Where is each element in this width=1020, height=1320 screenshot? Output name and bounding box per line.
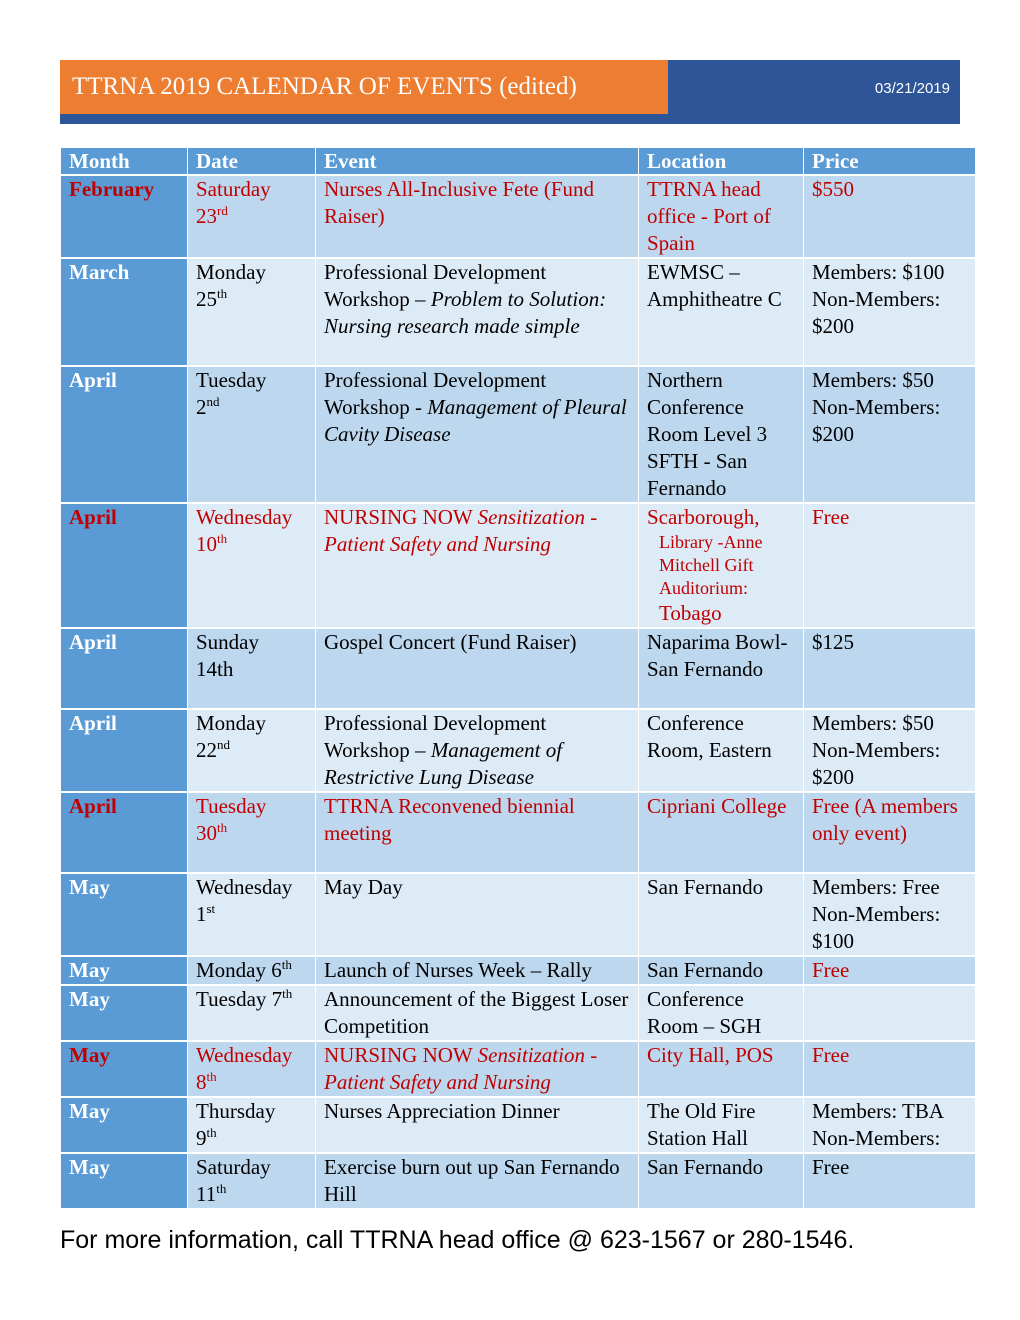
weekday: Sunday xyxy=(196,630,259,654)
location-cell: TTRNA head office - Port of Spain xyxy=(639,175,804,258)
day-suffix: th xyxy=(217,820,228,835)
weekday: Saturday xyxy=(196,177,271,201)
event-cell xyxy=(316,258,639,366)
event-cell xyxy=(316,175,639,258)
table-row xyxy=(61,258,976,366)
table-row xyxy=(61,792,976,873)
date-cell xyxy=(188,709,316,792)
month-cell: May xyxy=(61,1041,188,1097)
day-number: 22 xyxy=(196,738,217,762)
month-cell: May xyxy=(61,1097,188,1153)
day-suffix: th xyxy=(206,1069,217,1084)
location-cell: Naparima Bowl- San Fernando xyxy=(639,628,804,709)
month-cell: May xyxy=(61,956,188,985)
table-row xyxy=(61,503,976,628)
day-number: 14th xyxy=(196,657,234,681)
event-title: Sensitization - Patient Safety and Nursing xyxy=(324,505,598,556)
table-row xyxy=(61,628,976,709)
event-cell xyxy=(316,1153,639,1209)
location-cell: San Fernando xyxy=(639,873,804,956)
location-cell: San Fernando xyxy=(639,956,804,985)
price-cell: $550 xyxy=(804,175,976,258)
day-suffix: nd xyxy=(217,737,230,752)
event-text: Nurses All-Inclusive Fete (Fund Raiser) xyxy=(324,177,595,228)
month-cell: May xyxy=(61,1153,188,1209)
table-row xyxy=(61,1041,976,1097)
location-cell: The Old Fire Station Hall xyxy=(639,1097,804,1153)
table-row xyxy=(61,1153,976,1209)
column-header-event: Event xyxy=(316,148,639,175)
month-cell: April xyxy=(61,366,188,503)
day-number: 8 xyxy=(196,1070,207,1094)
event-cell xyxy=(316,1041,639,1097)
contact-info: For more information, call TTRNA head office @ 623-1567 or 280-1546. xyxy=(60,1226,855,1254)
month-cell: April xyxy=(61,792,188,873)
day-number: 9 xyxy=(196,1126,207,1150)
weekday: Thursday xyxy=(196,1099,276,1123)
price-cell: Free (A members only event) xyxy=(804,792,976,873)
day-number: 11 xyxy=(196,1182,217,1206)
event-text: NURSING NOW xyxy=(324,1043,478,1067)
date-cell xyxy=(188,956,316,985)
event-cell xyxy=(316,709,639,792)
day-suffix: th xyxy=(282,986,293,1001)
weekday: Monday xyxy=(196,260,266,284)
weekday: Tuesday xyxy=(196,368,267,392)
date-cell xyxy=(188,1153,316,1209)
day-number: 23 xyxy=(196,204,217,228)
event-cell xyxy=(316,1097,639,1153)
page-header xyxy=(60,60,960,124)
event-cell xyxy=(316,366,639,503)
date-cell xyxy=(188,985,316,1041)
location-island: Tobago xyxy=(659,601,722,625)
location-cell: Conference Room, Eastern xyxy=(639,709,804,792)
price-cell: Free xyxy=(804,1041,976,1097)
month-cell: February xyxy=(61,175,188,258)
event-text: Nurses Appreciation Dinner xyxy=(324,1099,560,1123)
month-cell: April xyxy=(61,628,188,709)
day-suffix: st xyxy=(206,901,216,916)
weekday: Tuesday xyxy=(196,987,267,1011)
date-cell xyxy=(188,792,316,873)
column-header-price: Price xyxy=(804,148,976,175)
document-title: TTRNA 2019 CALENDAR OF EVENTS (edited) xyxy=(60,60,668,114)
event-text: NURSING NOW xyxy=(324,505,478,529)
weekday: Monday xyxy=(196,711,266,735)
event-text: Launch of Nurses Week – Rally xyxy=(324,958,592,982)
event-title: Problem to Solution: Nursing research made simple xyxy=(324,287,607,338)
price-cell: Members: $50 Non-Members: $200 xyxy=(804,366,976,503)
weekday: Wednesday xyxy=(196,1043,293,1067)
month-cell: May xyxy=(61,873,188,956)
event-text: Professional Development Workshop – xyxy=(324,260,547,311)
weekday: Wednesday xyxy=(196,875,293,899)
price-cell: Members: $100 Non-Members: $200 xyxy=(804,258,976,366)
day-number: 2 xyxy=(196,395,207,419)
column-header-location: Location xyxy=(639,148,804,175)
location-cell: San Fernando xyxy=(639,1153,804,1209)
event-cell xyxy=(316,985,639,1041)
location-detail: Library -Anne Mitchell Gift Auditorium: xyxy=(659,532,763,598)
column-header-month: Month xyxy=(61,148,188,175)
location-cell: Cipriani College xyxy=(639,792,804,873)
day-suffix: th xyxy=(216,1181,227,1196)
date-cell xyxy=(188,503,316,628)
event-cell xyxy=(316,956,639,985)
event-title: Management of Pleural Cavity Disease xyxy=(324,395,627,446)
table-row xyxy=(61,709,976,792)
date-cell xyxy=(188,1041,316,1097)
day-suffix: nd xyxy=(206,394,220,409)
price-cell xyxy=(804,985,976,1041)
event-text: Professional Development Workshop - xyxy=(324,368,547,419)
document-date: 03/21/2019 xyxy=(668,60,960,114)
day-number: 25 xyxy=(196,287,217,311)
price-cell: Members: Free Non-Members: $100 xyxy=(804,873,976,956)
location-cell: City Hall, POS xyxy=(639,1041,804,1097)
table-row xyxy=(61,985,976,1041)
price-cell: Free xyxy=(804,1153,976,1209)
event-cell xyxy=(316,873,639,956)
weekday: Wednesday xyxy=(196,505,293,529)
date-cell xyxy=(188,628,316,709)
event-cell xyxy=(316,503,639,628)
price-cell: Free xyxy=(804,503,976,628)
month-cell: May xyxy=(61,985,188,1041)
event-cell xyxy=(316,792,639,873)
price-cell: Members: $50 Non-Members: $200 xyxy=(804,709,976,792)
location-cell: Conference Room – SGH xyxy=(639,985,804,1041)
month-cell: April xyxy=(61,503,188,628)
day-number: 30 xyxy=(196,821,217,845)
day-suffix: rd xyxy=(217,203,228,218)
table-row xyxy=(61,366,976,503)
table-row xyxy=(61,1097,976,1153)
day-suffix: th xyxy=(281,957,292,972)
event-text: May Day xyxy=(324,875,403,899)
event-text: Professional Development Workshop – xyxy=(324,711,547,762)
events-table xyxy=(60,148,976,1210)
date-cell xyxy=(188,175,316,258)
day-number: 6 xyxy=(271,958,282,982)
day-number: 1 xyxy=(196,902,207,926)
date-cell xyxy=(188,873,316,956)
date-cell xyxy=(188,1097,316,1153)
price-cell: Members: TBA Non-Members: xyxy=(804,1097,976,1153)
event-text: Announcement of the Biggest Loser Competition xyxy=(324,987,629,1038)
column-header-date: Date xyxy=(188,148,316,175)
weekday: Tuesday xyxy=(196,794,267,818)
location-cell: EWMSC – Amphitheatre C xyxy=(639,258,804,366)
table-row xyxy=(61,175,976,258)
month-cell: March xyxy=(61,258,188,366)
price-cell: $125 xyxy=(804,628,976,709)
event-title: Sensitization - Patient Safety and Nursing xyxy=(324,1043,598,1094)
event-cell xyxy=(316,628,639,709)
day-suffix: th xyxy=(217,531,228,546)
table-row xyxy=(61,956,976,985)
day-number: 10 xyxy=(196,532,217,556)
weekday: Monday xyxy=(196,958,266,982)
event-title: Management of Restrictive Lung Disease xyxy=(324,738,563,789)
weekday: Saturday xyxy=(196,1155,271,1179)
month-cell: April xyxy=(61,709,188,792)
location-cell xyxy=(639,503,804,628)
date-cell xyxy=(188,258,316,366)
event-text: Exercise burn out up San Fernando Hill xyxy=(324,1155,620,1206)
day-suffix: th xyxy=(206,1125,217,1140)
price-cell: Free xyxy=(804,956,976,985)
day-number: 7 xyxy=(271,987,283,1011)
event-text: Gospel Concert (Fund Raiser) xyxy=(324,630,577,654)
location-cell: Northern Conference Room Level 3 SFTH - San Fernando xyxy=(639,366,804,503)
location-text: Scarborough, xyxy=(647,505,760,529)
event-text: TTRNA Reconvened biennial meeting xyxy=(324,794,575,845)
table-row xyxy=(61,873,976,956)
table-header-row xyxy=(61,148,976,175)
date-cell xyxy=(188,366,316,503)
header-rule xyxy=(60,114,960,124)
day-suffix: th xyxy=(217,286,228,301)
